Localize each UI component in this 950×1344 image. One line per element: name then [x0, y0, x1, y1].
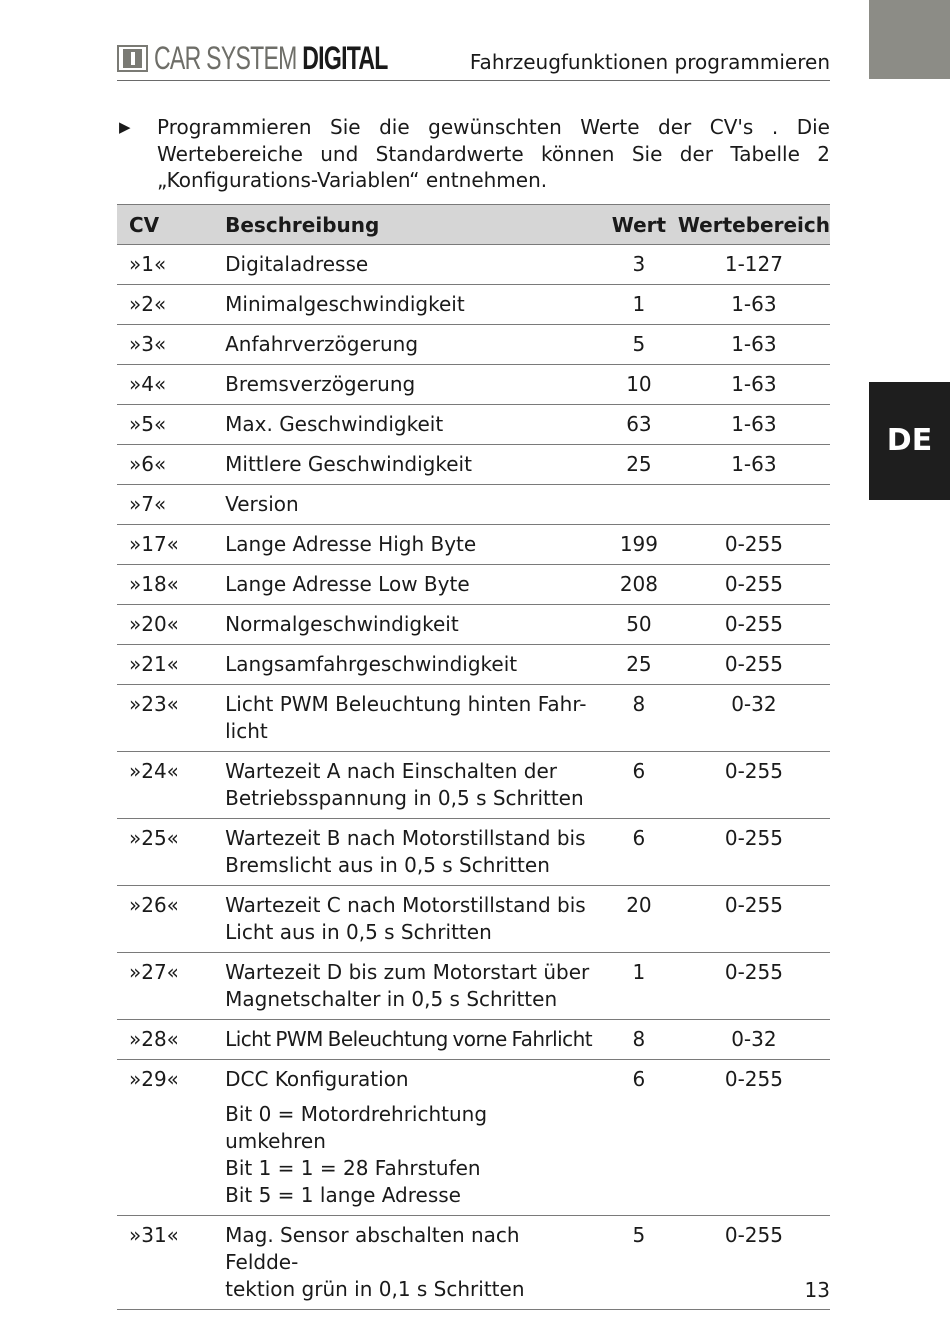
language-tab: DE — [869, 382, 950, 500]
description-line: DCC Konfiguration — [225, 1067, 409, 1091]
cv-value: 25 — [600, 445, 678, 485]
cv-table — [117, 204, 830, 1310]
table-row — [117, 752, 830, 819]
cv-description — [213, 819, 600, 886]
cv-description — [213, 752, 600, 819]
cv-value — [600, 485, 678, 525]
page-number: 13 — [804, 1278, 830, 1302]
table-header-row — [117, 205, 830, 245]
cv-number: »1« — [117, 245, 213, 285]
cv-value: 63 — [600, 405, 678, 445]
bit-description: Bit 1 = 1 = 28 Fahrstufen — [225, 1156, 481, 1180]
cv-number: »27« — [117, 953, 213, 1020]
description-line: Licht aus in 0,5 s Schritten — [225, 920, 492, 944]
description-line: Licht PWM Beleuchtung hinten Fahr- — [225, 692, 587, 716]
cv-number: »29« — [117, 1060, 213, 1216]
bit-description: Bit 0 = Motordrehrichtung umkehren — [225, 1102, 488, 1153]
description-line: Minimalgeschwindigkeit — [225, 292, 465, 316]
description-line: Licht PWM Beleuchtung vorne Fahrlicht — [225, 1027, 593, 1051]
triangle-right-icon: ▶ — [119, 118, 131, 136]
cv-range: 0-32 — [678, 1020, 830, 1060]
description-line: Wartezeit C nach Motorstillstand bis — [225, 893, 586, 917]
table-row — [117, 953, 830, 1020]
table-row — [117, 565, 830, 605]
description-line: licht — [225, 719, 268, 743]
cv-range: 0-32 — [678, 685, 830, 752]
cv-number: »23« — [117, 685, 213, 752]
table-row — [117, 485, 830, 525]
table-body — [117, 245, 830, 1310]
cv-value: 10 — [600, 365, 678, 405]
cv-value: 25 — [600, 645, 678, 685]
description-line: Betriebsspannung in 0,5 s Schritten — [225, 786, 584, 810]
logo — [117, 40, 479, 76]
cv-value: 5 — [600, 1216, 678, 1310]
cv-number: »31« — [117, 1216, 213, 1310]
logo-text-light: CAR SYSTEM — [154, 39, 297, 76]
cv-description — [213, 645, 600, 685]
cv-number: »2« — [117, 285, 213, 325]
bit-description: Bit 5 = 1 lange Adresse — [225, 1183, 461, 1207]
cv-description — [213, 285, 600, 325]
header-title: Fahrzeugfunktionen programmieren — [469, 50, 830, 74]
description-line: Wartezeit A nach Einschalten der — [225, 759, 557, 783]
cv-value: 1 — [600, 285, 678, 325]
cv-range: 0-255 — [678, 525, 830, 565]
cv-number: »28« — [117, 1020, 213, 1060]
header-description: Beschreibung — [213, 205, 600, 245]
cv-range: 0-255 — [678, 1060, 830, 1216]
cv-number: »26« — [117, 886, 213, 953]
cv-description — [213, 886, 600, 953]
cv-value: 8 — [600, 1020, 678, 1060]
description-line: Mittlere Geschwindigkeit — [225, 452, 472, 476]
cv-number: »5« — [117, 405, 213, 445]
table-row — [117, 1216, 830, 1310]
description-line: Digitaladresse — [225, 252, 369, 276]
description-line: Wartezeit B nach Motorstillstand bis — [225, 826, 586, 850]
cv-range — [678, 485, 830, 525]
description-line: Langsamfahrgeschwindigkeit — [225, 652, 518, 676]
cv-description — [213, 1216, 600, 1310]
intro-text: Programmieren Sie die gewünschten Werte der CV's . Die Wertebereiche und Standardwerte können Sie der Tabelle 2 „Konfigurations-Variablen“ entnehmen. — [157, 115, 830, 192]
bit-list — [225, 1101, 592, 1209]
table-row — [117, 365, 830, 405]
cv-value: 20 — [600, 886, 678, 953]
description-line: Mag. Sensor abschalten nach Feldde- — [225, 1223, 520, 1274]
cv-number: »17« — [117, 525, 213, 565]
corner-tab — [869, 0, 950, 79]
table-row — [117, 645, 830, 685]
table-row — [117, 605, 830, 645]
car-system-logo-icon — [117, 45, 148, 72]
logo-text — [154, 40, 388, 77]
cv-range: 1-127 — [678, 245, 830, 285]
table-row — [117, 285, 830, 325]
cv-description — [213, 953, 600, 1020]
cv-range: 0-255 — [678, 752, 830, 819]
cv-range: 1-63 — [678, 285, 830, 325]
page-header — [117, 38, 830, 81]
cv-description — [213, 1020, 600, 1060]
table-row — [117, 405, 830, 445]
description-line: Bremsverzögerung — [225, 372, 416, 396]
cv-range: 0-255 — [678, 605, 830, 645]
cv-range: 1-63 — [678, 365, 830, 405]
table-row — [117, 325, 830, 365]
description-line: Max. Geschwindigkeit — [225, 412, 444, 436]
cv-number: »18« — [117, 565, 213, 605]
cv-description — [213, 405, 600, 445]
cv-description — [213, 445, 600, 485]
description-line: Anfahrverzögerung — [225, 332, 419, 356]
cv-description — [213, 565, 600, 605]
header-range: Wertebereich — [678, 205, 830, 245]
cv-value: 5 — [600, 325, 678, 365]
cv-description — [213, 685, 600, 752]
description-line: Lange Adresse Low Byte — [225, 572, 470, 596]
cv-range: 1-63 — [678, 325, 830, 365]
cv-value: 8 — [600, 685, 678, 752]
table-row — [117, 245, 830, 285]
header-value: Wert — [600, 205, 678, 245]
cv-description — [213, 245, 600, 285]
cv-value: 50 — [600, 605, 678, 645]
table-row — [117, 1060, 830, 1216]
description-line: Version — [225, 492, 299, 516]
cv-range: 0-255 — [678, 565, 830, 605]
cv-value: 208 — [600, 565, 678, 605]
table-row — [117, 685, 830, 752]
table-row — [117, 525, 830, 565]
cv-number: »3« — [117, 325, 213, 365]
description-line: Wartezeit D bis zum Motorstart über — [225, 960, 590, 984]
table-row — [117, 445, 830, 485]
description-line: Magnetschalter in 0,5 s Schritten — [225, 987, 558, 1011]
table-row — [117, 886, 830, 953]
intro-paragraph — [117, 114, 830, 194]
cv-value: 1 — [600, 953, 678, 1020]
cv-value: 6 — [600, 752, 678, 819]
cv-range: 0-255 — [678, 1216, 830, 1310]
table-row — [117, 1020, 830, 1060]
cv-range: 1-63 — [678, 445, 830, 485]
cv-description — [213, 1060, 600, 1216]
cv-value: 199 — [600, 525, 678, 565]
cv-description — [213, 325, 600, 365]
cv-number: »20« — [117, 605, 213, 645]
cv-value: 6 — [600, 1060, 678, 1216]
cv-range: 0-255 — [678, 886, 830, 953]
cv-number: »4« — [117, 365, 213, 405]
cv-description — [213, 525, 600, 565]
logo-text-bold: DIGITAL — [302, 39, 388, 76]
cv-range: 0-255 — [678, 953, 830, 1020]
cv-number: »25« — [117, 819, 213, 886]
header-cv: CV — [117, 205, 213, 245]
cv-range: 0-255 — [678, 645, 830, 685]
description-line: Bremslicht aus in 0,5 s Schritten — [225, 853, 550, 877]
cv-description — [213, 485, 600, 525]
cv-number: »7« — [117, 485, 213, 525]
cv-description — [213, 605, 600, 645]
cv-number: »6« — [117, 445, 213, 485]
description-line: tektion grün in 0,1 s Schritten — [225, 1277, 525, 1301]
cv-number: »21« — [117, 645, 213, 685]
description-line: Normalgeschwindigkeit — [225, 612, 459, 636]
cv-value: 6 — [600, 819, 678, 886]
cv-range: 1-63 — [678, 405, 830, 445]
cv-number: »24« — [117, 752, 213, 819]
description-line: Lange Adresse High Byte — [225, 532, 477, 556]
table-row — [117, 819, 830, 886]
cv-range: 0-255 — [678, 819, 830, 886]
cv-value: 3 — [600, 245, 678, 285]
cv-description — [213, 365, 600, 405]
